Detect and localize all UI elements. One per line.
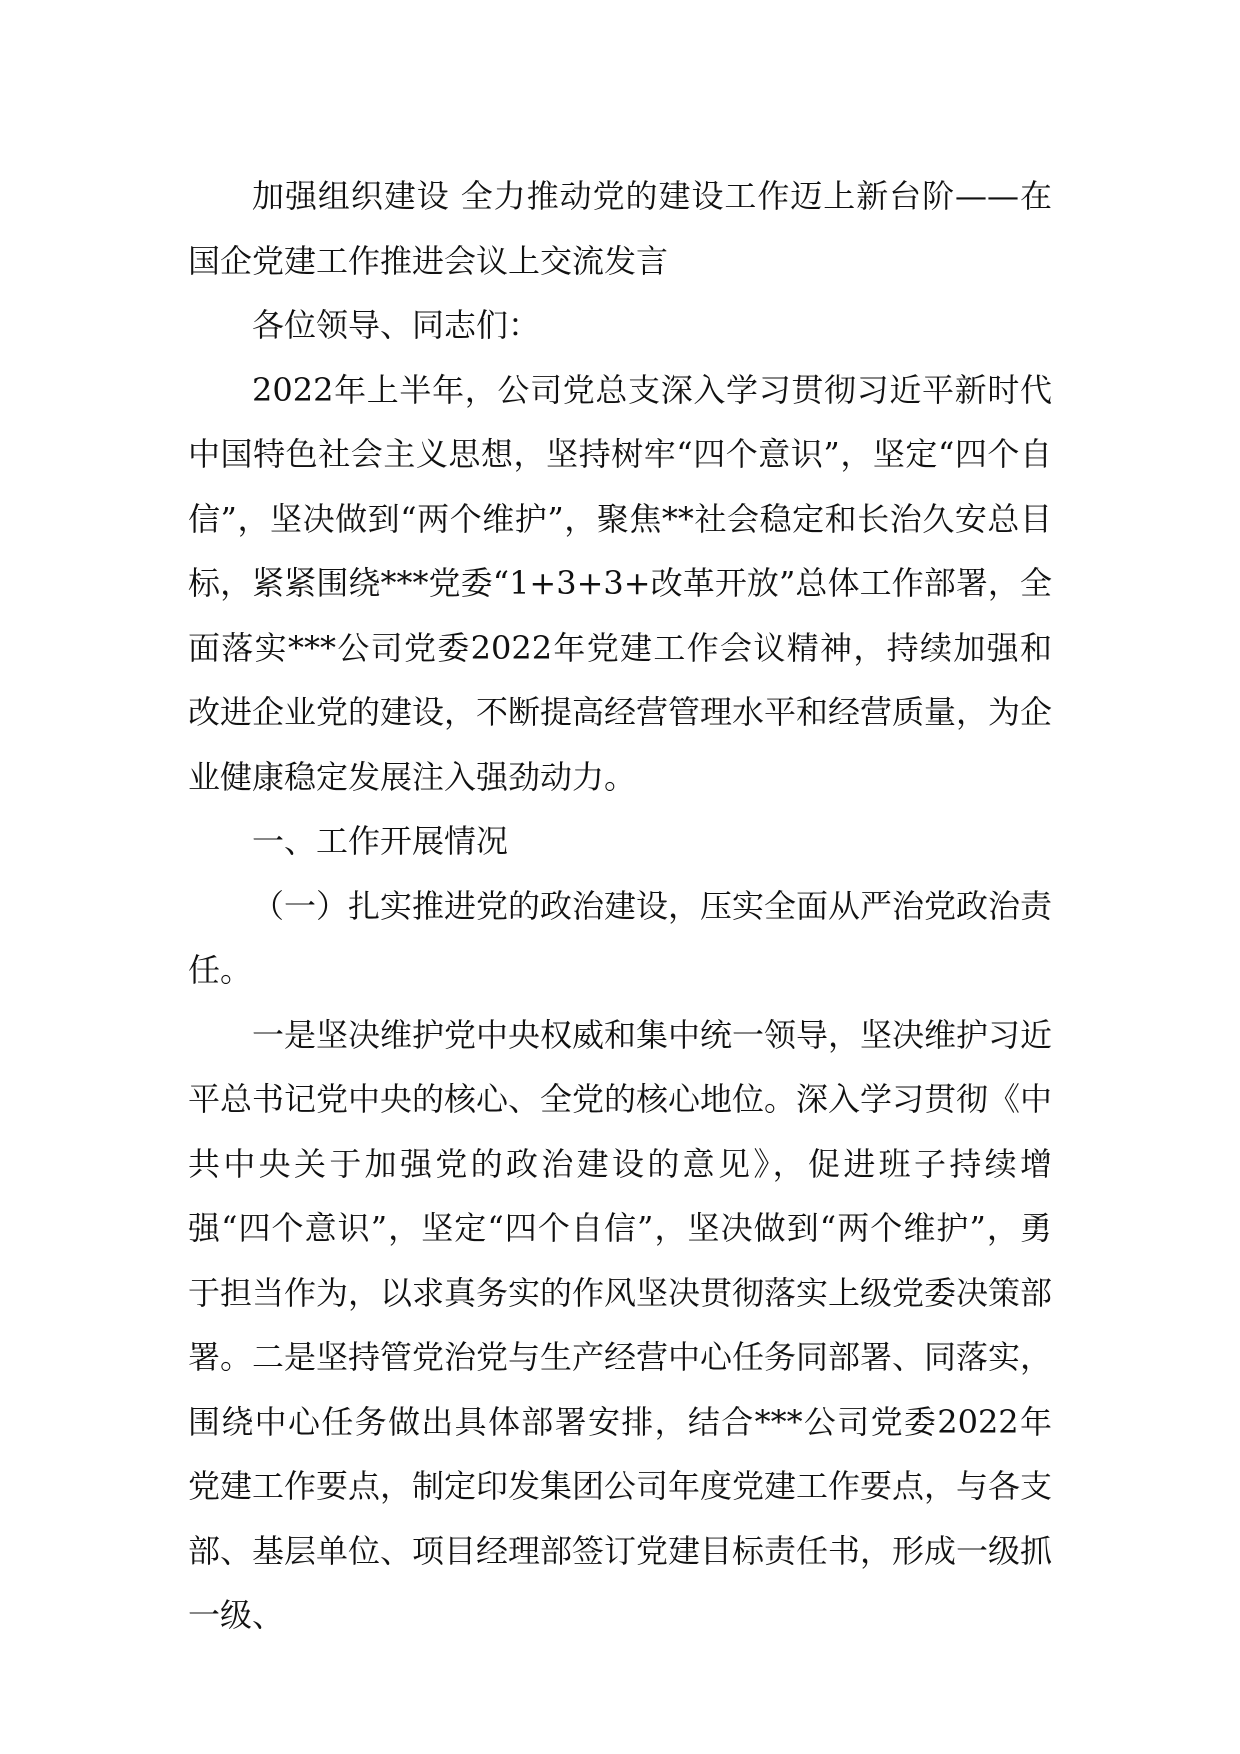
document-title: 加强组织建设 全力推动党的建设工作迈上新台阶——在国企党建工作推进会议上交流发言 xyxy=(188,177,1052,280)
paragraph-body: 一是坚决维护党中央权威和集中统一领导，坚决维护习近平总书记党中央的核心、全党的核心地位。深入学习贯彻《中共中央关于加强党的政治建设的意见》，促进班子持续增强“四个意识”，坚定“四个自信”，坚决做到“两个维护”，勇于担当作为，以求真务实的作风坚决贯彻落实上级党委决策部署。二是坚持管党治党与生产经营中心任务同部署、同落实，围绕中心任务做出具体部署安排，结合***公司党委2022年党建工作要点，制定印发集团公司年度党建工作要点，与各支部、基层单位、项目经理部签订党建目标责任书，形成一级抓一级、 xyxy=(188,1015,1053,1634)
document-body xyxy=(188,164,1052,1648)
subsection-heading: （一）扎实推进党的政治建设，压实全面从严治党政治责任。 xyxy=(188,886,1053,989)
salutation: 各位领导、同志们： xyxy=(252,306,541,344)
section-heading: 一、工作开展情况 xyxy=(252,822,509,860)
paragraph-intro: 2022年上半年，公司党总支深入学习贯彻习近平新时代中国特色社会主义思想，坚持树牢“四个意识”，坚定“四个自信”，坚决做到“两个维护”，聚焦**社会稳定和长治久安总目标，紧紧围绕***党委“1+3+3+改革开放”总体工作部署，全面落实***公司党委2022年党建工作会议精神，持续加强和改进企业党的建设，不断提高经营管理水平和经营质量，为企业健康稳定发展注入强劲动力。 xyxy=(188,370,1053,796)
